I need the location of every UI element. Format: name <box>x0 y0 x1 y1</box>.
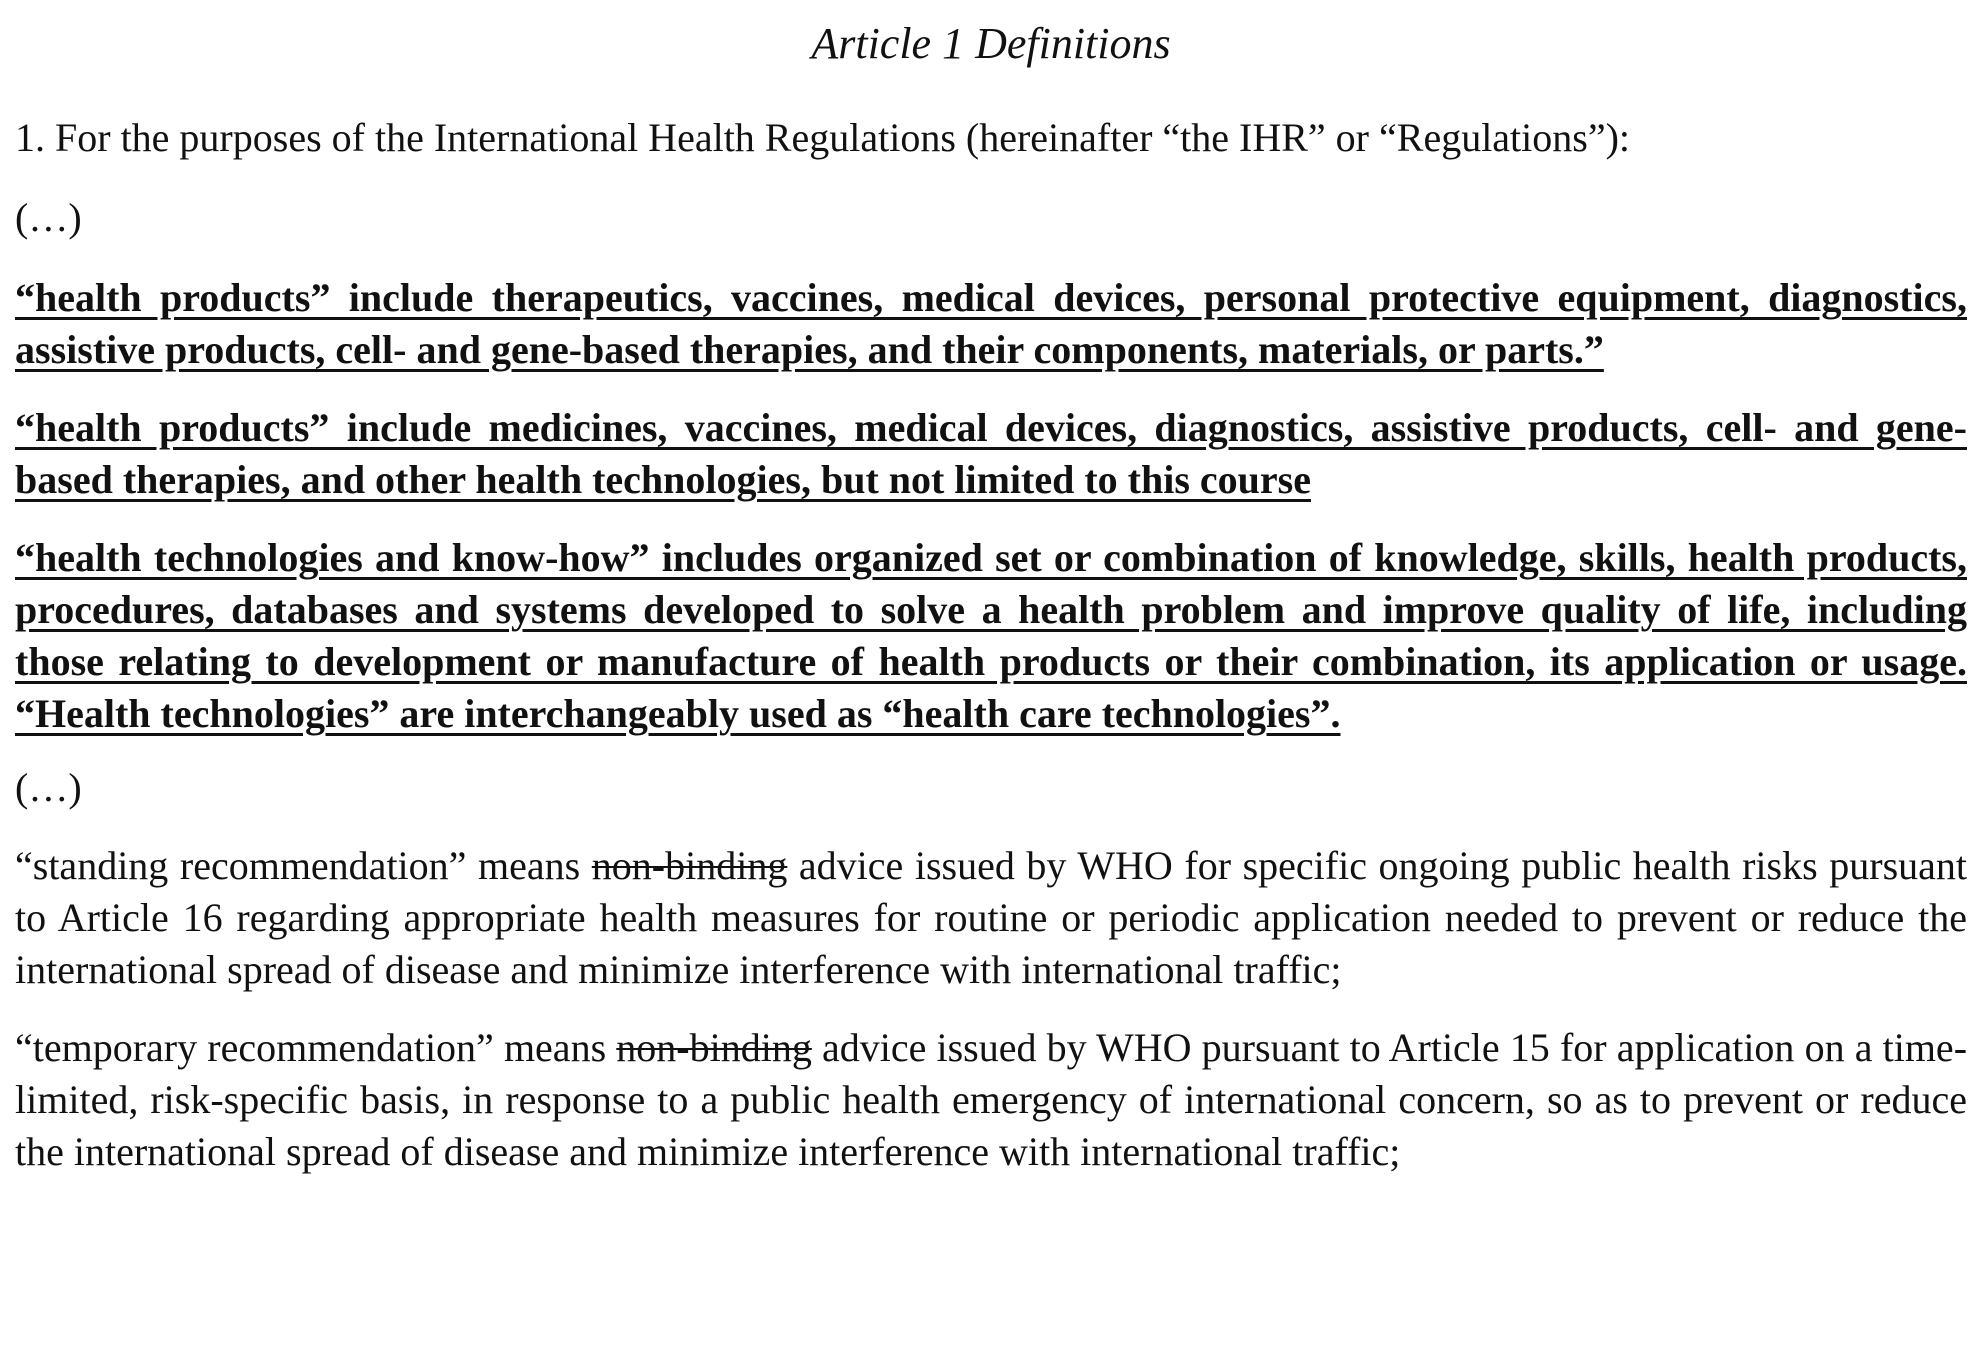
definition-health-products-2 <box>15 402 1967 506</box>
temporary-text-before: “temporary recommendation” means <box>15 1025 617 1070</box>
temporary-struck-text: non-binding <box>616 1025 812 1070</box>
standing-struck-text: non-binding <box>591 843 788 888</box>
definition-standing-recommendation <box>15 840 1967 996</box>
definition-health-products-1-text: “health products” include therapeutics, vaccines, medical devices, personal protective equipment, diagnostics, assistive products, cell- and gene-based therapies, and their components, materials, or parts.” <box>15 275 1967 372</box>
definition-health-products-1 <box>15 272 1967 376</box>
article-title: Article 1 Definitions <box>811 19 1171 68</box>
standing-text-after: advice issued by WHO for specific ongoing public health risks pursuant to Article 16 regarding appropriate health measures for routine or periodic application needed to prevent or reduce the international spread of disease and minimize interference with international traffic; <box>15 843 1968 992</box>
definition-health-technologies-text: “health technologies and know-how” includes organized set or combination of knowledge, skills, health products, procedures, databases and systems developed to solve a health problem and improve quality of life, including those relating to development or manufacture of health products or their combination, its application or usage. “Health technologies” are interchangeably used as “health care technologies”. <box>15 535 1967 736</box>
ellipsis-top: (…) <box>15 195 82 240</box>
temporary-text-after: advice issued by WHO pursuant to Article 15 for application on a time-limited, risk-specific basis, in response to a public health emergency of international concern, so as to prevent or reduce the international spread of disease and minimize interference with international traffic; <box>15 1025 1968 1174</box>
standing-text-before: “standing recommendation” means <box>15 843 592 888</box>
definition-temporary-recommendation <box>15 1022 1967 1178</box>
ellipsis-middle: (…) <box>15 765 82 810</box>
definition-health-products-2-text: “health products” include medicines, vaccines, medical devices, diagnostics, assistive products, cell- and gene-based therapies, and other health technologies, but not limited to this course <box>15 405 1967 502</box>
document-page <box>15 0 1967 1178</box>
definition-health-technologies <box>15 532 1967 740</box>
intro-paragraph: 1. For the purposes of the International Health Regulations (hereinafter “the IHR” or “Regulations”): <box>15 115 1631 160</box>
